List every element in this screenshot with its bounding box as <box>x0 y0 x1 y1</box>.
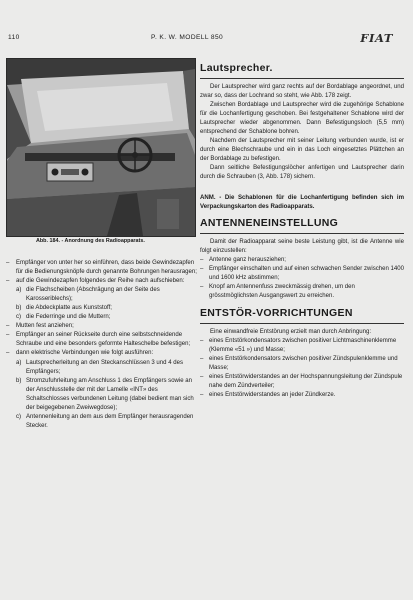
list-item <box>200 355 404 373</box>
list-item <box>6 322 202 331</box>
list-marker: – <box>200 356 204 363</box>
list-item <box>200 265 404 283</box>
list-item-text: Stromzufuhrleitung am Anschluss 1 des Empfängers sowie an der Anschlusstelle der mit der Lamelle «INT» des Schaltschlosses verbundenen Leitung (dabei bedient man sich der beigegebenen Zweiwegdose); <box>26 377 194 411</box>
list-item <box>200 283 404 301</box>
running-title: P. K. W. MODELL 850 <box>151 34 224 41</box>
list-item-text: Lautsprecherleitung an den Steckanschlüssen 3 und 4 des Empfängers; <box>26 359 183 375</box>
list-item <box>6 259 202 277</box>
list-marker: – <box>200 265 204 272</box>
list-item-text: die Abdeckplatte aus Kunststoff; <box>26 305 112 312</box>
list-item <box>200 337 404 355</box>
list-marker: – <box>6 260 10 266</box>
left-column <box>6 259 202 431</box>
paragraph: Zwischen Bordablage und Lautsprecher wird die zugehörige Schablone für die Lochanfertigung geschoben. Bei festgehaltener Schablone wird der Lautsprecher wieder abgenommen. Dann Befestigungsloch (5,5 mm) entsprechend der Schablone bohren. <box>200 102 404 136</box>
list-marker: – <box>6 323 10 330</box>
fiat-logo: FIAT <box>360 31 393 45</box>
entstoer-list <box>200 337 404 400</box>
list-item <box>200 391 404 400</box>
installation-steps-list <box>6 259 202 431</box>
radio-installation-photo <box>6 58 196 237</box>
list-item <box>6 277 202 286</box>
figure-caption: Abb. 184. - Anordnung des Radioapparats. <box>36 238 145 244</box>
list-item-text: eines Entstörkondensators zwischen positiver Lichtmaschinenklemme (Klemme «51 ») und Masse; <box>209 337 397 354</box>
sub-list-item <box>6 377 202 413</box>
list-marker: – <box>200 337 204 344</box>
list-item-text: dann elektrische Verbindungen wie folgt ausführen: <box>16 350 154 357</box>
list-marker: a) <box>16 287 22 294</box>
list-item-text: Empfänger einschalten und auf einen schwachen Sender zwischen 1400 und 1600 kHz abstimmen; <box>209 265 404 281</box>
list-item-text: die Federringe und die Muttern; <box>26 314 111 321</box>
list-item-text: die Flachscheiben (Abschrägung an der Seite des Karosseriblechs); <box>26 287 160 303</box>
paragraph: Nachdem der Lautsprecher mit seiner Leitung verbunden wurde, ist er durch eine Blechschraube und ein in das Loch eingesetztes Plättchen an der Bordablage zu befestigen. <box>200 138 404 163</box>
list-item-text: Antennenleitung an dem aus dem Empfänger herausragenden Stecker. <box>26 413 194 429</box>
list-item-text: Knopf am Antennenfuss zweckmässig drehen, um den grösstmöglichsten Ausgangswert zu erreichen. <box>209 283 355 299</box>
heading-rule <box>200 233 404 234</box>
sub-list-item <box>6 313 202 322</box>
list-item-text: Antenne ganz herausziehen; <box>209 256 286 263</box>
entstoer-section <box>200 307 404 400</box>
paragraph: Der Lautsprecher wird ganz rechts auf der Bordablage angeordnet, und zwar so, dass der Lochrand so steht, wie Abb. 178 zeigt. <box>200 84 404 100</box>
list-marker: – <box>6 278 10 285</box>
list-marker: c) <box>16 413 22 420</box>
list-item-text: auf die Gewindezapfen folgendes der Reihe nach aufschieben: <box>16 278 185 285</box>
list-marker: – <box>200 374 204 381</box>
list-item <box>200 256 404 265</box>
list-marker: b) <box>16 377 22 384</box>
list-marker: c) <box>16 314 22 321</box>
list-item <box>6 331 202 349</box>
paragraph: Dann seitliche Befestigungslöcher anfertigen und Lautsprecher darin durch die Schrauben (3, Abb. 178) sichern. <box>200 165 404 181</box>
heading-rule <box>200 78 404 79</box>
list-marker: – <box>200 256 204 263</box>
list-marker: – <box>6 332 10 339</box>
antenne-section <box>200 217 404 301</box>
entstoer-intro: Eine einwandfreie Entstörung erzielt man durch Anbringung: <box>210 328 372 335</box>
lautsprecher-text <box>200 83 404 183</box>
entstoer-heading: ENTSTÖR-VORRICHTUNGEN <box>200 306 353 319</box>
antenne-list <box>200 256 404 301</box>
list-marker: – <box>200 392 204 399</box>
lautsprecher-heading: Lautsprecher. <box>200 62 273 74</box>
sub-list-item <box>6 413 202 431</box>
list-marker: – <box>6 350 10 357</box>
antenne-intro: Damit der Radioapparat seine beste Leistung gibt, ist die Antenne wie folgt einzustellen: <box>200 238 404 254</box>
list-item-text: eines Entstörwiderstandes an jeder Zündkerze. <box>209 392 336 399</box>
list-item-text: Mutten fest anziehen; <box>16 323 74 330</box>
list-item-text: eines Entstörkondensators zwischen positiver Zündspulenklemme und Masse; <box>209 356 398 372</box>
page-header <box>8 31 393 46</box>
antenne-heading: ANTENNENEINSTELLUNG <box>200 216 339 229</box>
sub-list-item <box>6 359 202 377</box>
note-text: ANM. - Die Schablonen für die Lochanfertigung befinden sich im Verpackungskarton des Radioapparats. <box>200 193 404 210</box>
list-item <box>6 349 202 358</box>
list-marker: b) <box>16 305 22 312</box>
list-item <box>200 373 404 391</box>
list-item-text: eines Entstörwiderstandes an der Hochspannungsleitung der Zündspule nahe dem Zündverteiler; <box>209 374 403 390</box>
list-marker: a) <box>16 359 22 366</box>
list-item-text: Empfänger von unter her so einführen, dass beide Gewindezapfen für die Bedienungsknöpfe durch genannte Bohrungen herausragen; <box>16 260 197 276</box>
page-number: 110 <box>8 34 20 41</box>
right-column <box>200 62 404 400</box>
heading-rule <box>200 323 404 324</box>
list-item-text: Empfänger an seiner Rückseite durch eine selbstschneidende Schraube und eine besonders geformte Halteschelbe befestigen; <box>16 332 191 348</box>
list-marker: – <box>200 283 204 290</box>
sub-list-item <box>6 286 202 304</box>
sub-list-item <box>6 304 202 313</box>
